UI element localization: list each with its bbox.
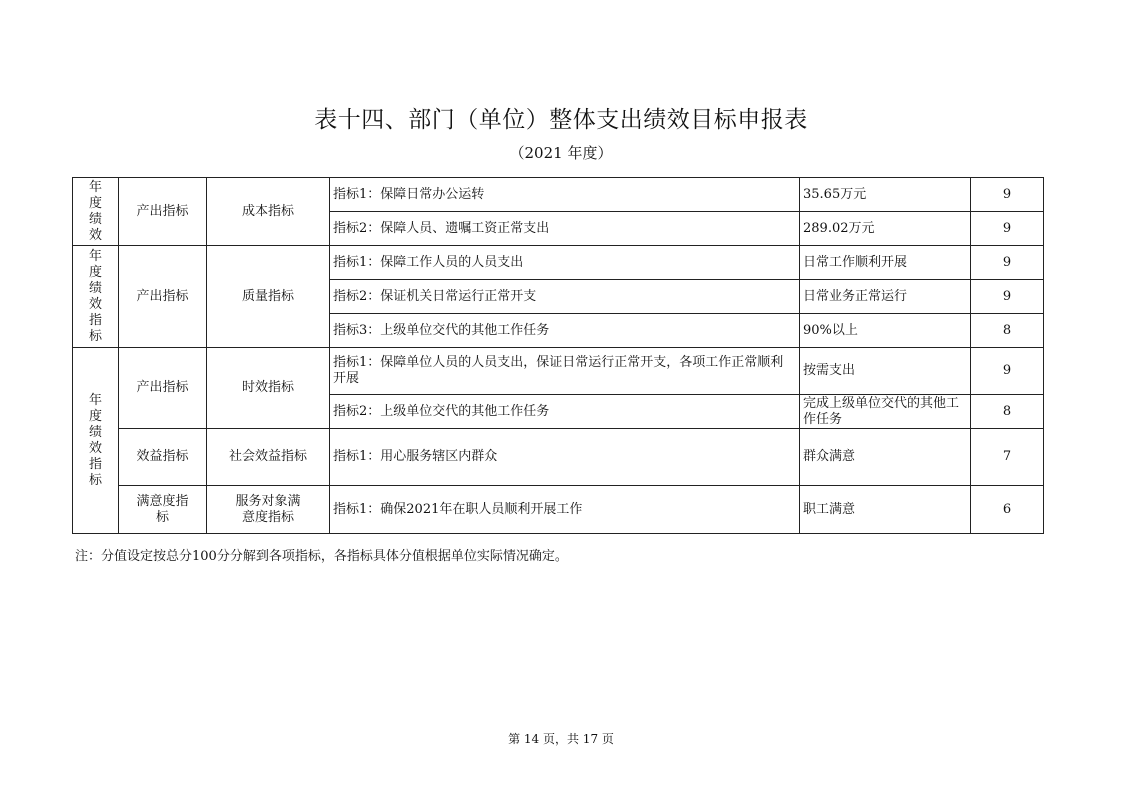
indicator-cell: 指标2：上级单位交代的其他工作任务 bbox=[330, 395, 800, 429]
target-cell: 日常业务正常运行 bbox=[800, 280, 971, 314]
page-footer: 第 14 页，共 17 页 bbox=[508, 732, 614, 746]
level2-cell: 社会效益指标 bbox=[207, 429, 330, 486]
table-row bbox=[73, 178, 1044, 212]
score-cell: 9 bbox=[971, 246, 1044, 280]
score-cell: 7 bbox=[971, 429, 1044, 486]
page-subtitle: （2021 年度） bbox=[509, 144, 613, 162]
score-cell: 6 bbox=[971, 486, 1044, 534]
level2-cell: 成本指标 bbox=[207, 178, 330, 246]
level2-cell: 质量指标 bbox=[207, 246, 330, 348]
target-cell: 35.65万元 bbox=[800, 178, 971, 212]
level2-cell bbox=[207, 486, 330, 534]
target-cell: 90%以上 bbox=[800, 314, 971, 348]
performance-table bbox=[72, 177, 1044, 534]
indicator-cell: 指标2：保证机关日常运行正常开支 bbox=[330, 280, 800, 314]
target-cell: 按需支出 bbox=[800, 348, 971, 395]
group-label: 年 度 绩 效 bbox=[73, 178, 119, 246]
level2-cell: 时效指标 bbox=[207, 348, 330, 429]
score-cell: 8 bbox=[971, 395, 1044, 429]
indicator-cell: 指标1：确保2021年在职人员顺利开展工作 bbox=[330, 486, 800, 534]
indicator-cell: 指标1：用心服务辖区内群众 bbox=[330, 429, 800, 486]
table-row bbox=[73, 486, 1044, 534]
target-cell: 群众满意 bbox=[800, 429, 971, 486]
level1-cell bbox=[119, 486, 207, 534]
score-cell: 9 bbox=[971, 348, 1044, 395]
indicator-cell: 指标1：保障日常办公运转 bbox=[330, 178, 800, 212]
score-cell: 9 bbox=[971, 212, 1044, 246]
target-cell: 完成上级单位交代的其他工作任务 bbox=[800, 395, 971, 429]
table-row bbox=[73, 246, 1044, 280]
target-cell: 日常工作顺利开展 bbox=[800, 246, 971, 280]
indicator-cell: 指标1：保障单位人员的人员支出，保证日常运行正常开支，各项工作正常顺利开展 bbox=[330, 348, 800, 395]
page-title: 表十四、部门（单位）整体支出绩效目标申报表 bbox=[314, 107, 808, 133]
table-row bbox=[73, 429, 1044, 486]
table-row bbox=[73, 348, 1044, 395]
target-cell: 289.02万元 bbox=[800, 212, 971, 246]
score-cell: 9 bbox=[971, 280, 1044, 314]
table-note: 注：分值设定按总分100分分解到各项指标，各指标具体分值根据单位实际情况确定。 bbox=[75, 549, 568, 564]
indicator-cell: 指标3：上级单位交代的其他工作任务 bbox=[330, 314, 800, 348]
level1-text: 满意度指标 bbox=[136, 493, 189, 525]
indicator-cell: 指标2：保障人员、遗嘱工资正常支出 bbox=[330, 212, 800, 246]
score-cell: 9 bbox=[971, 178, 1044, 212]
score-cell: 8 bbox=[971, 314, 1044, 348]
level1-cell: 效益指标 bbox=[119, 429, 207, 486]
level1-cell: 产出指标 bbox=[119, 246, 207, 348]
level1-cell: 产出指标 bbox=[119, 178, 207, 246]
level1-cell: 产出指标 bbox=[119, 348, 207, 429]
group-label: 年 度 绩 效 指 标 bbox=[73, 246, 119, 348]
indicator-cell: 指标1：保障工作人员的人员支出 bbox=[330, 246, 800, 280]
level2-text: 服务对象满意度指标 bbox=[235, 493, 301, 525]
target-cell: 职工满意 bbox=[800, 486, 971, 534]
group-label: 年 度 绩 效 指 标 bbox=[73, 348, 119, 534]
